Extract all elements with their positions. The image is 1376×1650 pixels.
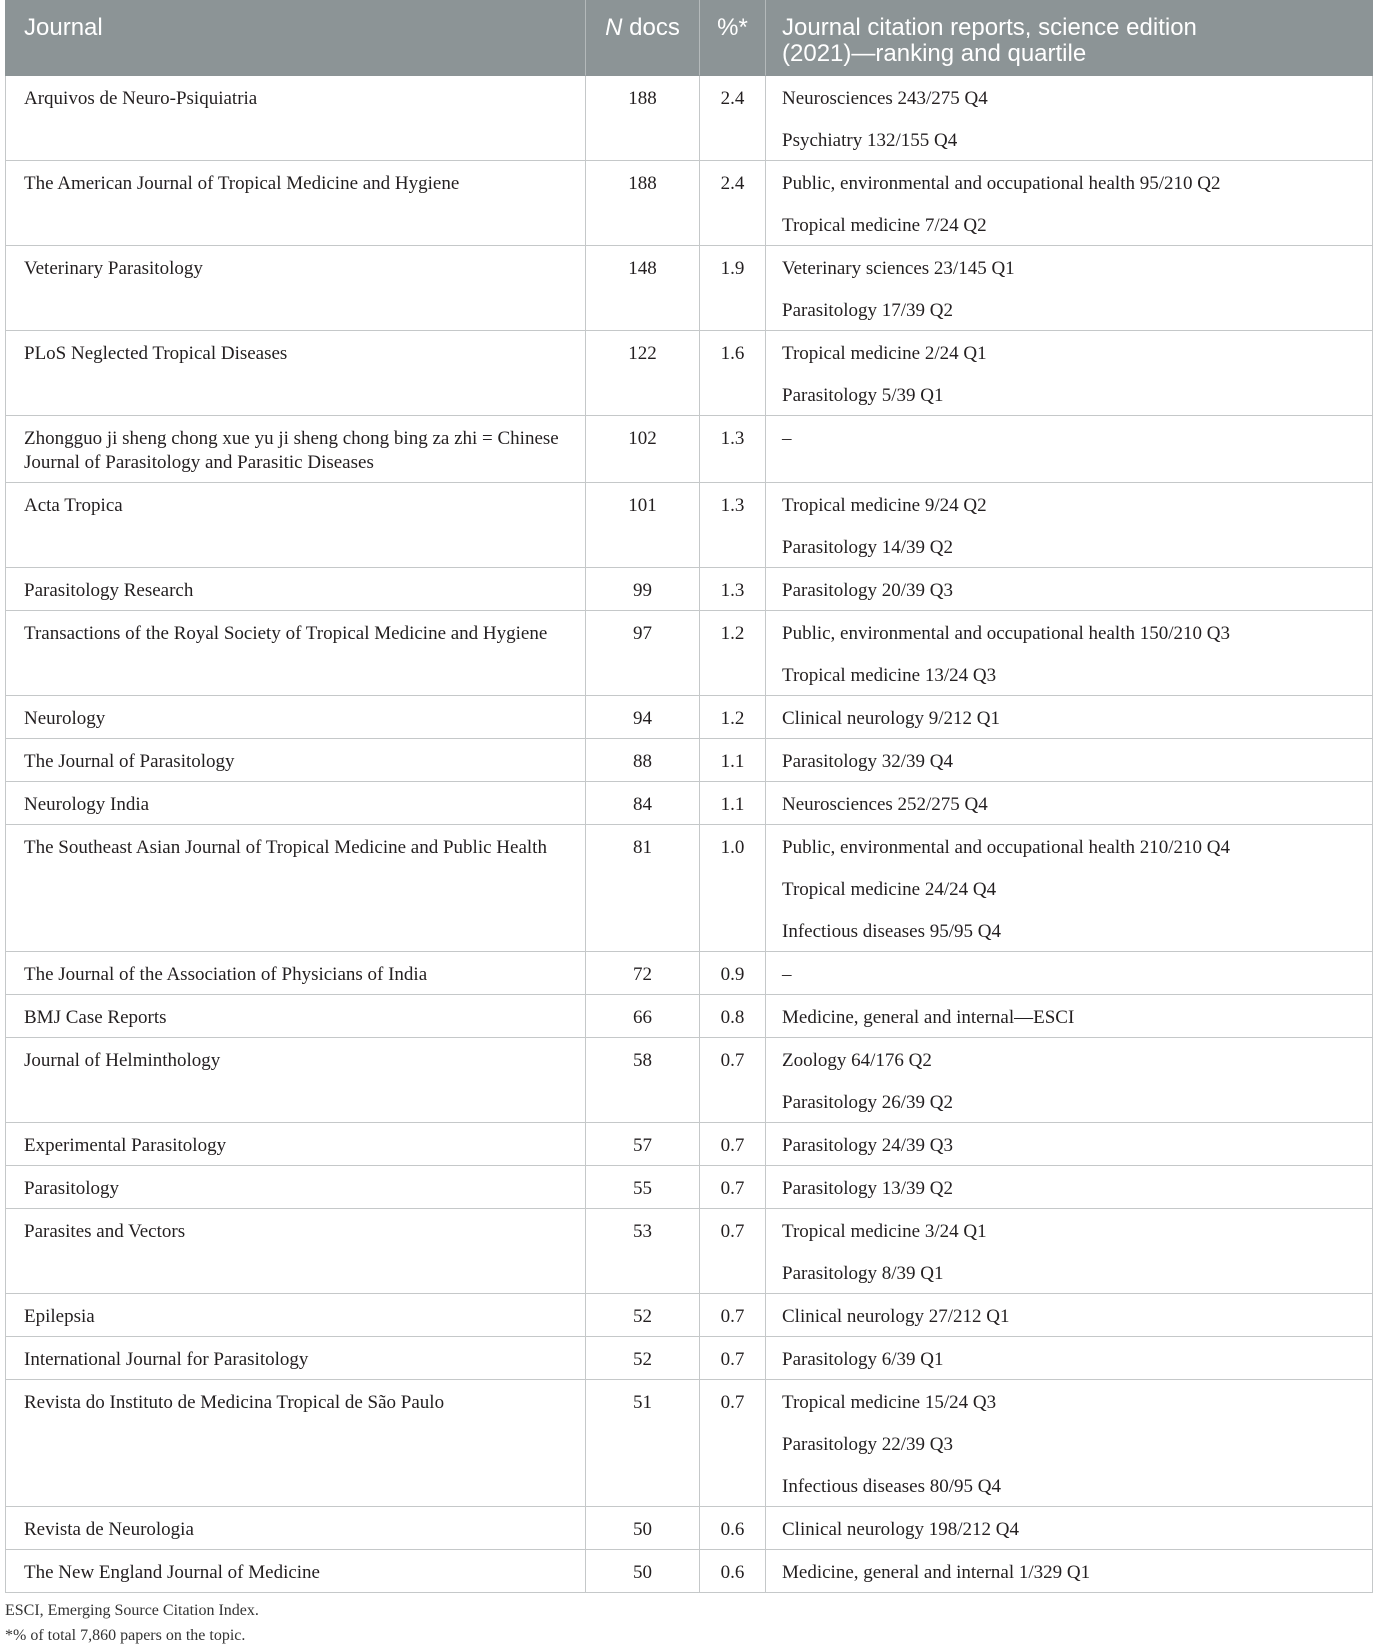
jcr-cell [766, 483, 1373, 568]
table-row [5, 1294, 1373, 1337]
journal-cell: Journal of Helminthology [5, 1038, 586, 1123]
jcr-entry: Parasitology 32/39 Q4 [782, 751, 953, 772]
jcr-entry: Parasitology 26/39 Q2 [782, 1092, 953, 1113]
n-docs-cell: 66 [586, 995, 700, 1038]
table-footnotes [5, 1598, 1376, 1648]
header-percent: %* [700, 0, 766, 76]
percent-cell: 0.7 [700, 1209, 766, 1294]
n-docs-cell: 188 [586, 161, 700, 246]
jcr-entry: Medicine, general and internal—ESCI [782, 1007, 1075, 1028]
jcr-cell [766, 995, 1373, 1038]
percent-cell: 0.7 [700, 1123, 766, 1166]
table-row [5, 1550, 1373, 1593]
journal-cell: Veterinary Parasitology [5, 246, 586, 331]
percent-cell: 1.1 [700, 739, 766, 782]
percent-cell: 2.4 [700, 161, 766, 246]
journal-cell: The Journal of the Association of Physicians of India [5, 952, 586, 995]
jcr-cell [766, 1507, 1373, 1550]
percent-cell: 0.7 [700, 1380, 766, 1507]
journal-cell: PLoS Neglected Tropical Diseases [5, 331, 586, 416]
n-docs-cell: 72 [586, 952, 700, 995]
table-row [5, 1209, 1373, 1294]
jcr-entry: Parasitology 8/39 Q1 [782, 1263, 944, 1284]
journal-cell: Revista de Neurologia [5, 1507, 586, 1550]
jcr-cell [766, 1038, 1373, 1123]
table-row [5, 568, 1373, 611]
jcr-entry: Parasitology 5/39 Q1 [782, 385, 944, 406]
jcr-cell [766, 1166, 1373, 1209]
n-docs-cell: 94 [586, 696, 700, 739]
jcr-entry: Parasitology 6/39 Q1 [782, 1349, 944, 1370]
table-row [5, 1507, 1373, 1550]
jcr-entry: Tropical medicine 13/24 Q3 [782, 665, 997, 686]
percent-cell: 0.7 [700, 1166, 766, 1209]
jcr-cell [766, 739, 1373, 782]
percent-cell: 0.7 [700, 1337, 766, 1380]
n-docs-cell: 58 [586, 1038, 700, 1123]
n-docs-cell: 52 [586, 1337, 700, 1380]
percent-cell: 1.2 [700, 696, 766, 739]
percent-cell: 1.0 [700, 825, 766, 952]
table-row [5, 782, 1373, 825]
n-docs-cell: 55 [586, 1166, 700, 1209]
jcr-entry: Parasitology 20/39 Q3 [782, 580, 953, 601]
jcr-entry: Parasitology 17/39 Q2 [782, 300, 953, 321]
journal-cell: BMJ Case Reports [5, 995, 586, 1038]
jcr-entry: Neurosciences 252/275 Q4 [782, 794, 988, 815]
percent-cell: 0.9 [700, 952, 766, 995]
jcr-entry: Tropical medicine 3/24 Q1 [782, 1221, 987, 1242]
jcr-cell [766, 76, 1373, 161]
table-row [5, 696, 1373, 739]
jcr-entry: Tropical medicine 15/24 Q3 [782, 1392, 997, 1413]
jcr-entry: – [782, 428, 792, 449]
jcr-cell [766, 611, 1373, 696]
jcr-cell [766, 825, 1373, 952]
footnote-abbreviation: ESCI, Emerging Source Citation Index. [5, 1602, 259, 1619]
jcr-cell [766, 782, 1373, 825]
journals-table [5, 0, 1373, 1593]
table-row [5, 161, 1373, 246]
journal-cell: Acta Tropica [5, 483, 586, 568]
table-row [5, 952, 1373, 995]
percent-cell: 0.7 [700, 1038, 766, 1123]
percent-cell: 1.3 [700, 416, 766, 483]
journal-cell: Parasitology Research [5, 568, 586, 611]
percent-cell: 1.6 [700, 331, 766, 416]
journal-cell: Neurology [5, 696, 586, 739]
table-row [5, 1380, 1373, 1507]
jcr-entry: Parasitology 13/39 Q2 [782, 1178, 953, 1199]
n-docs-cell: 148 [586, 246, 700, 331]
header-n-docs-n: N [605, 14, 623, 41]
jcr-cell [766, 161, 1373, 246]
table-row [5, 995, 1373, 1038]
jcr-entry: Public, environmental and occupational health 210/210 Q4 [782, 837, 1230, 858]
table-row [5, 611, 1373, 696]
jcr-cell [766, 1380, 1373, 1507]
header-n-docs [586, 0, 700, 76]
table-row [5, 76, 1373, 161]
table-body [5, 76, 1373, 1593]
jcr-entry: Clinical neurology 9/212 Q1 [782, 708, 1000, 729]
percent-cell: 2.4 [700, 76, 766, 161]
journal-cell: International Journal for Parasitology [5, 1337, 586, 1380]
header-n-docs-label: docs [622, 14, 680, 41]
percent-cell: 1.3 [700, 568, 766, 611]
jcr-cell [766, 1123, 1373, 1166]
journal-cell: Epilepsia [5, 1294, 586, 1337]
jcr-entry: Parasitology 22/39 Q3 [782, 1434, 953, 1455]
n-docs-cell: 53 [586, 1209, 700, 1294]
n-docs-cell: 52 [586, 1294, 700, 1337]
journal-cell: Zhongguo ji sheng chong xue yu ji sheng chong bing za zhi = Chinese Journal of Parasitology and Parasitic Diseases [5, 416, 586, 483]
n-docs-cell: 50 [586, 1550, 700, 1593]
percent-cell: 1.3 [700, 483, 766, 568]
n-docs-cell: 102 [586, 416, 700, 483]
jcr-entry: Clinical neurology 198/212 Q4 [782, 1519, 1019, 1540]
table-row [5, 739, 1373, 782]
jcr-entry: Medicine, general and internal 1/329 Q1 [782, 1562, 1091, 1583]
n-docs-cell: 97 [586, 611, 700, 696]
table-row [5, 331, 1373, 416]
journal-cell: The American Journal of Tropical Medicine and Hygiene [5, 161, 586, 246]
journal-cell: Transactions of the Royal Society of Tropical Medicine and Hygiene [5, 611, 586, 696]
jcr-cell [766, 416, 1373, 483]
header-row [5, 0, 1373, 76]
table-row [5, 1123, 1373, 1166]
jcr-cell [766, 246, 1373, 331]
table-row [5, 416, 1373, 483]
jcr-entry: Parasitology 14/39 Q2 [782, 537, 953, 558]
journal-cell: Arquivos de Neuro-Psiquiatria [5, 76, 586, 161]
table-row [5, 825, 1373, 952]
journal-cell: Parasitology [5, 1166, 586, 1209]
header-jcr [766, 0, 1373, 76]
jcr-entry: Tropical medicine 24/24 Q4 [782, 879, 997, 900]
header-journal: Journal [5, 0, 586, 76]
n-docs-cell: 57 [586, 1123, 700, 1166]
footnote-percent: *% of total 7,860 papers on the topic. [5, 1627, 246, 1644]
header-jcr-label: Journal citation reports, science edition (2021)—ranking and quartile [782, 14, 1197, 67]
jcr-cell [766, 1550, 1373, 1593]
jcr-entry: – [782, 964, 792, 985]
jcr-entry: Infectious diseases 95/95 Q4 [782, 921, 1001, 942]
jcr-cell [766, 1209, 1373, 1294]
percent-cell: 0.8 [700, 995, 766, 1038]
table-row [5, 1337, 1373, 1380]
table-row [5, 1038, 1373, 1123]
journal-cell: Revista do Instituto de Medicina Tropical de São Paulo [5, 1380, 586, 1507]
jcr-cell [766, 1337, 1373, 1380]
jcr-entry: Public, environmental and occupational health 95/210 Q2 [782, 173, 1221, 194]
n-docs-cell: 81 [586, 825, 700, 952]
journal-cell: Parasites and Vectors [5, 1209, 586, 1294]
jcr-entry: Veterinary sciences 23/145 Q1 [782, 258, 1015, 279]
jcr-cell [766, 568, 1373, 611]
jcr-cell [766, 952, 1373, 995]
journal-cell: Experimental Parasitology [5, 1123, 586, 1166]
jcr-entry: Tropical medicine 2/24 Q1 [782, 343, 987, 364]
percent-cell: 0.6 [700, 1550, 766, 1593]
jcr-entry: Parasitology 24/39 Q3 [782, 1135, 953, 1156]
n-docs-cell: 84 [586, 782, 700, 825]
jcr-entry: Neurosciences 243/275 Q4 [782, 88, 988, 109]
table-header [5, 0, 1373, 76]
table-row [5, 483, 1373, 568]
jcr-entry: Public, environmental and occupational health 150/210 Q3 [782, 623, 1230, 644]
jcr-cell [766, 331, 1373, 416]
n-docs-cell: 188 [586, 76, 700, 161]
table-row [5, 1166, 1373, 1209]
jcr-entry: Infectious diseases 80/95 Q4 [782, 1476, 1001, 1497]
jcr-entry: Tropical medicine 7/24 Q2 [782, 215, 987, 236]
n-docs-cell: 50 [586, 1507, 700, 1550]
journal-cell: The Journal of Parasitology [5, 739, 586, 782]
n-docs-cell: 88 [586, 739, 700, 782]
jcr-entry: Tropical medicine 9/24 Q2 [782, 495, 987, 516]
jcr-entry: Clinical neurology 27/212 Q1 [782, 1306, 1010, 1327]
journal-cell: The New England Journal of Medicine [5, 1550, 586, 1593]
percent-cell: 1.2 [700, 611, 766, 696]
n-docs-cell: 99 [586, 568, 700, 611]
jcr-cell [766, 1294, 1373, 1337]
jcr-entry: Psychiatry 132/155 Q4 [782, 130, 958, 151]
n-docs-cell: 51 [586, 1380, 700, 1507]
percent-cell: 0.7 [700, 1294, 766, 1337]
percent-cell: 1.1 [700, 782, 766, 825]
n-docs-cell: 122 [586, 331, 700, 416]
jcr-entry: Zoology 64/176 Q2 [782, 1050, 932, 1071]
journal-cell: The Southeast Asian Journal of Tropical Medicine and Public Health [5, 825, 586, 952]
jcr-cell [766, 696, 1373, 739]
table-row [5, 246, 1373, 331]
percent-cell: 1.9 [700, 246, 766, 331]
n-docs-cell: 101 [586, 483, 700, 568]
journal-cell: Neurology India [5, 782, 586, 825]
percent-cell: 0.6 [700, 1507, 766, 1550]
